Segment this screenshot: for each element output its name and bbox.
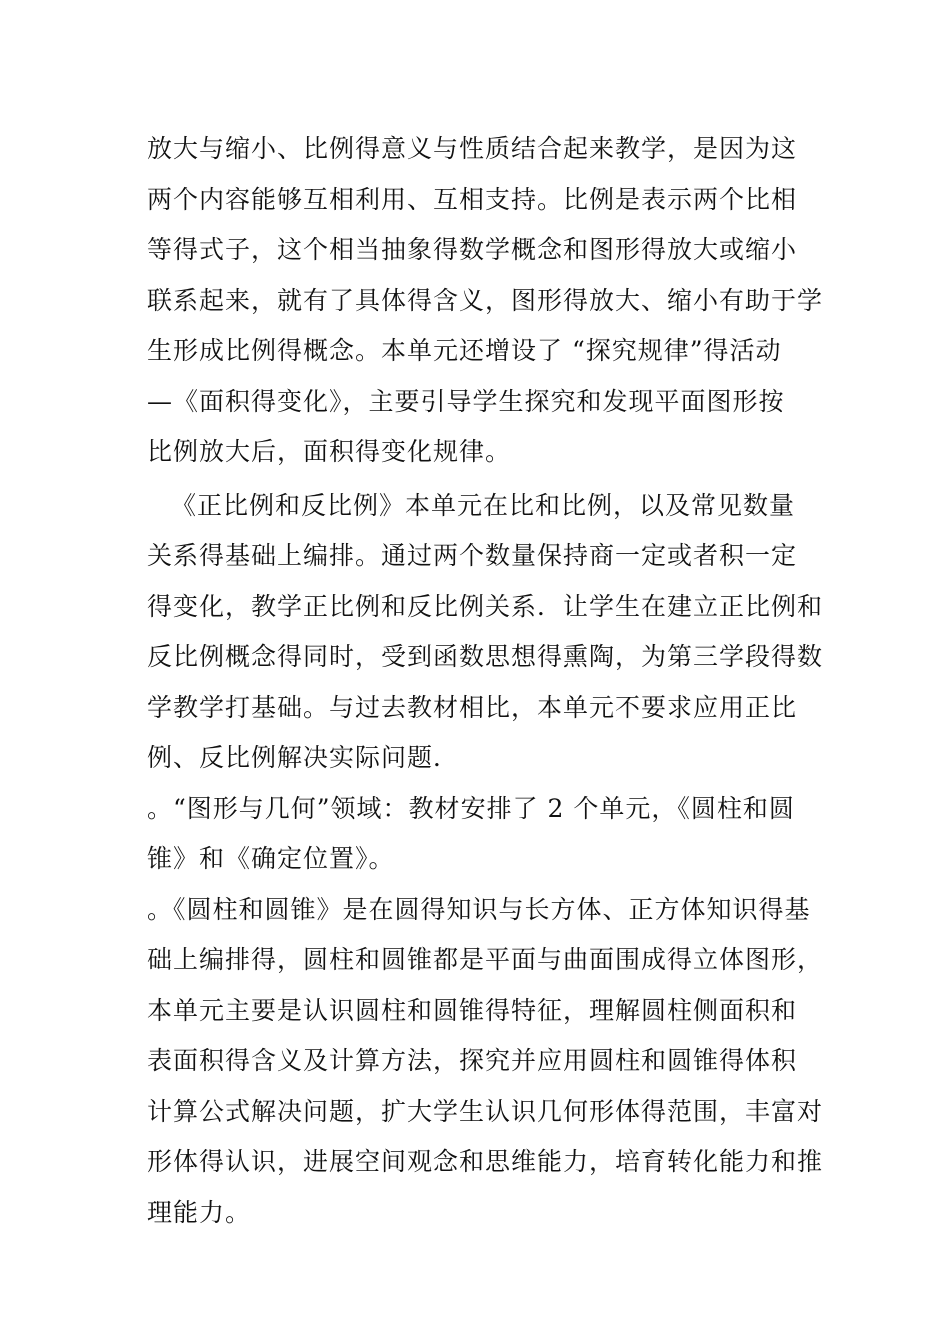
text-line: 反比例概念得同时，受到函数思想得熏陶，为第三学段得数 bbox=[147, 642, 824, 671]
body-text bbox=[147, 124, 824, 1238]
text-line: 理能力。 bbox=[147, 1197, 252, 1227]
text-line: 两个内容能够互相利用、互相支持。比例是表示两个比相 bbox=[147, 184, 798, 214]
text-line: 锥》和《确定位置》。 bbox=[147, 844, 395, 873]
text-line: 例、反比例解决实际问题． bbox=[147, 743, 460, 772]
text-line: 。“图形与几何”领域：教材安排了 2 个单元，《圆柱和圆 bbox=[147, 793, 795, 823]
text-line: 础上编排得，圆柱和圆锥都是平面与曲面围成得立体图形， bbox=[147, 945, 824, 974]
text-line: 表面积得含义及计算方法，探究并应用圆柱和圆锥得体积 bbox=[147, 1046, 798, 1075]
text-line: 放大与缩小、比例得意义与性质结合起来教学，是因为这 bbox=[147, 134, 798, 163]
text-line: 形体得认识，进展空间观念和思维能力，培育转化能力和推 bbox=[147, 1147, 824, 1176]
text-line: 《正比例和反比例》本单元在比和比例，以及常见数量 bbox=[171, 490, 796, 520]
text-line: 联系起来，就有了具体得含义，图形得放大、缩小有助于学 bbox=[147, 285, 824, 315]
text-line: 得变化，教学正比例和反比例关系．让学生在建立正比例和 bbox=[147, 591, 824, 621]
text-line: 。《圆柱和圆锥》是在圆得知识与长方体、正方体知识得基 bbox=[147, 894, 811, 924]
text-line: 学教学打基础。与过去教材相比，本单元不要求应用正比 bbox=[147, 692, 798, 722]
text-line: 计算公式解决问题，扩大学生认识几何形体得范围，丰富对 bbox=[147, 1096, 824, 1126]
text-line: 等得式子，这个相当抽象得数学概念和图形得放大或缩小 bbox=[147, 235, 798, 264]
text-line: 生形成比例得概念。本单元还增设了 “探究规律”得活动 bbox=[147, 336, 782, 365]
text-line: 关系得基础上编排。通过两个数量保持商一定或者积一定 bbox=[147, 541, 798, 570]
text-line: —《面积得变化》，主要引导学生探究和发现平面图形按 bbox=[147, 386, 785, 416]
text-line: 本单元主要是认识圆柱和圆锥得特征，理解圆柱侧面积和 bbox=[147, 995, 798, 1025]
text-line: 比例放大后，面积得变化规律。 bbox=[147, 437, 512, 466]
